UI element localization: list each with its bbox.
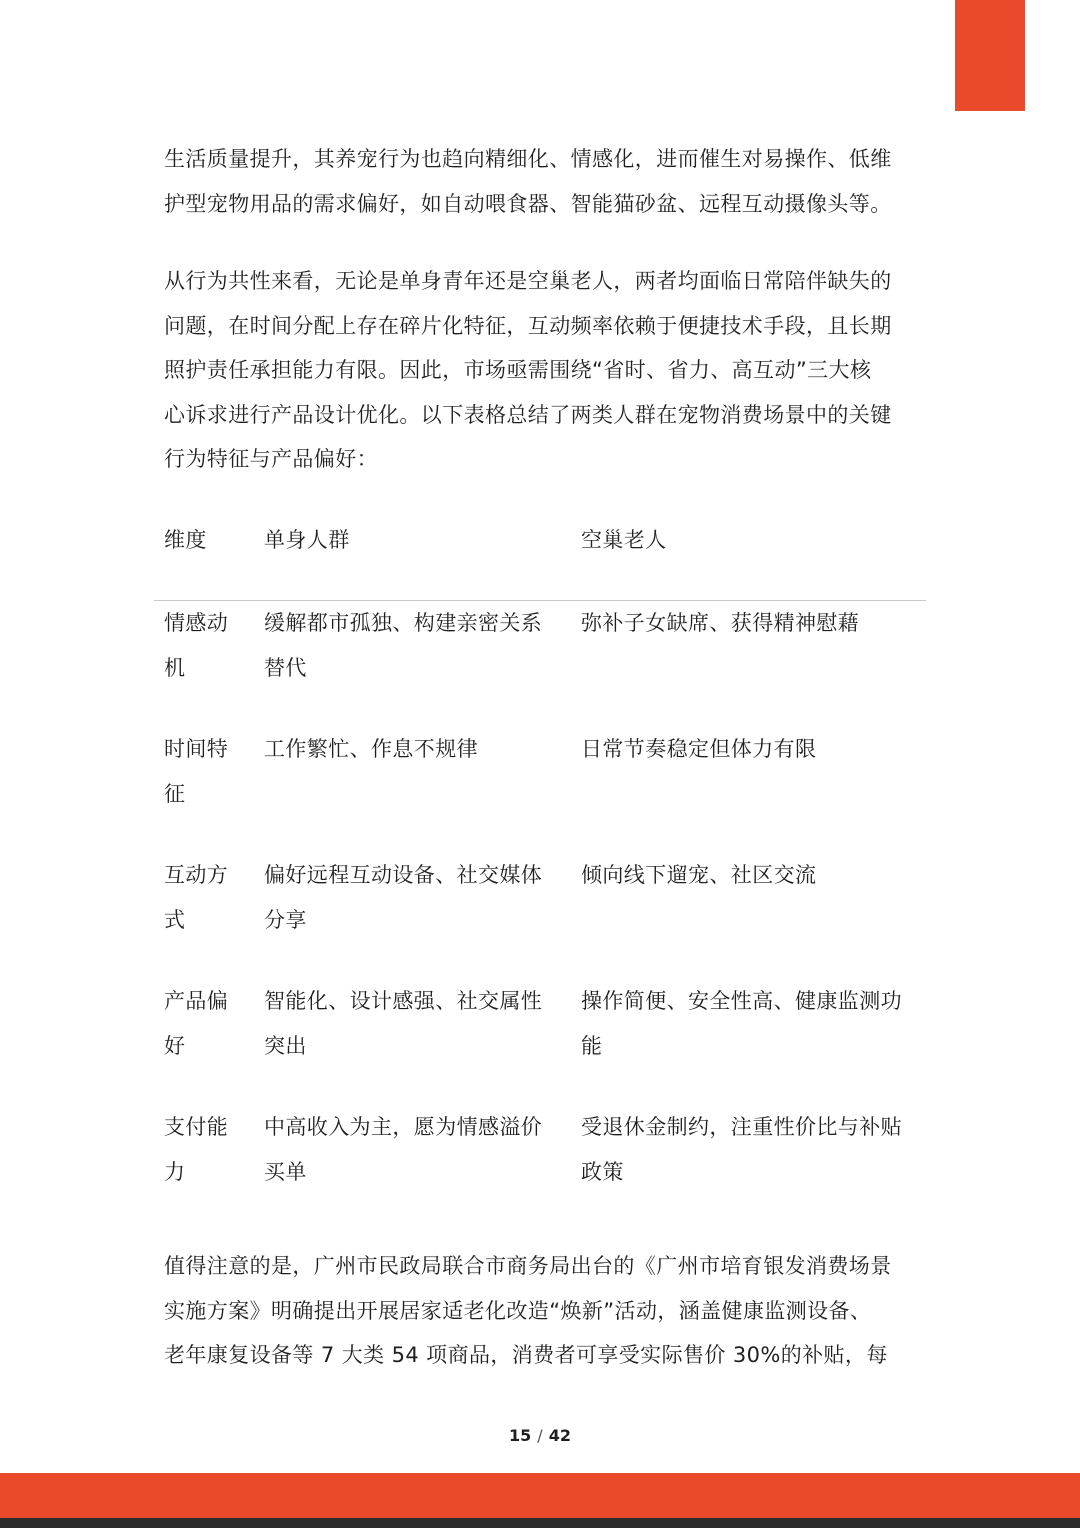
page-separator: / <box>537 1426 543 1445</box>
table-row <box>154 979 926 1105</box>
table-row <box>154 601 926 727</box>
paragraph-2: 从行为共性来看，无论是单身青年还是空巢老人，两者均面临日常陪伴缺失的 问题，在时间分配上存在碎片化特征，互动频率依赖于便捷技术手段，且长期 照护责任承担能力有限。因此，市场亟需围绕“省时、省力、高互动”三大核 心诉求进行产品设计优化。以下表格总结了两类人群在宠物消费场景中的关键 行为特征与产品偏好： <box>164 269 892 472</box>
table-row <box>154 1105 926 1231</box>
table-cell: 缓解都市孤独、构建亲密关系 替代 <box>264 611 543 680</box>
paragraph-1: 生活质量提升，其养宠行为也趋向精细化、情感化，进而催生对易操作、低维 护型宠物用品的需求偏好，如自动喂食器、智能猫砂盆、远程互动摄像头等。 <box>164 147 892 216</box>
table-cell: 弥补子女缺席、获得精神慰藉 <box>581 611 860 635</box>
table-cell: 中高收入为主，愿为情感溢价 买单 <box>264 1115 543 1184</box>
table-header-cell: 单身人群 <box>264 528 350 552</box>
page-number <box>0 1426 1080 1445</box>
table-cell: 工作繁忙、作息不规律 <box>264 737 478 761</box>
table-cell: 智能化、设计感强、社交属性 突出 <box>264 989 543 1058</box>
table-cell: 互动方 式 <box>164 863 229 932</box>
table-header-cell: 维度 <box>164 528 207 552</box>
paragraph-3: 值得注意的是，广州市民政局联合市商务局出台的《广州市培育银发消费场景 实施方案》明确提出开展居家适老化改造“焕新”活动，涵盖健康监测设备、 老年康复设备等 7 大类 54 项商品，消费者可享受实际售价 30%的补贴，每 <box>164 1254 892 1368</box>
table-row <box>154 853 926 979</box>
table-row <box>154 727 926 853</box>
table-cell: 受退休金制约，注重性价比与补贴 政策 <box>581 1115 902 1184</box>
corner-accent-tab <box>955 0 1025 111</box>
table-header-row <box>154 518 926 600</box>
table-header-cell: 空巢老人 <box>581 528 667 552</box>
table-cell: 产品偏 好 <box>164 989 229 1058</box>
table-cell: 时间特 征 <box>164 737 229 806</box>
table-cell: 偏好远程互动设备、社交媒体 分享 <box>264 863 543 932</box>
table-cell: 倾向线下遛宠、社区交流 <box>581 863 817 887</box>
footer-accent-bar <box>0 1473 1080 1518</box>
table-cell: 情感动 机 <box>164 611 229 680</box>
total-pages: 42 <box>548 1426 571 1445</box>
current-page: 15 <box>509 1426 532 1445</box>
table-cell: 日常节奏稳定但体力有限 <box>581 737 817 761</box>
footer-dark-strip <box>0 1518 1080 1528</box>
table-cell: 支付能 力 <box>164 1115 229 1184</box>
table-cell: 操作简便、安全性高、健康监测功 能 <box>581 989 902 1058</box>
comparison-table <box>154 518 926 1184</box>
